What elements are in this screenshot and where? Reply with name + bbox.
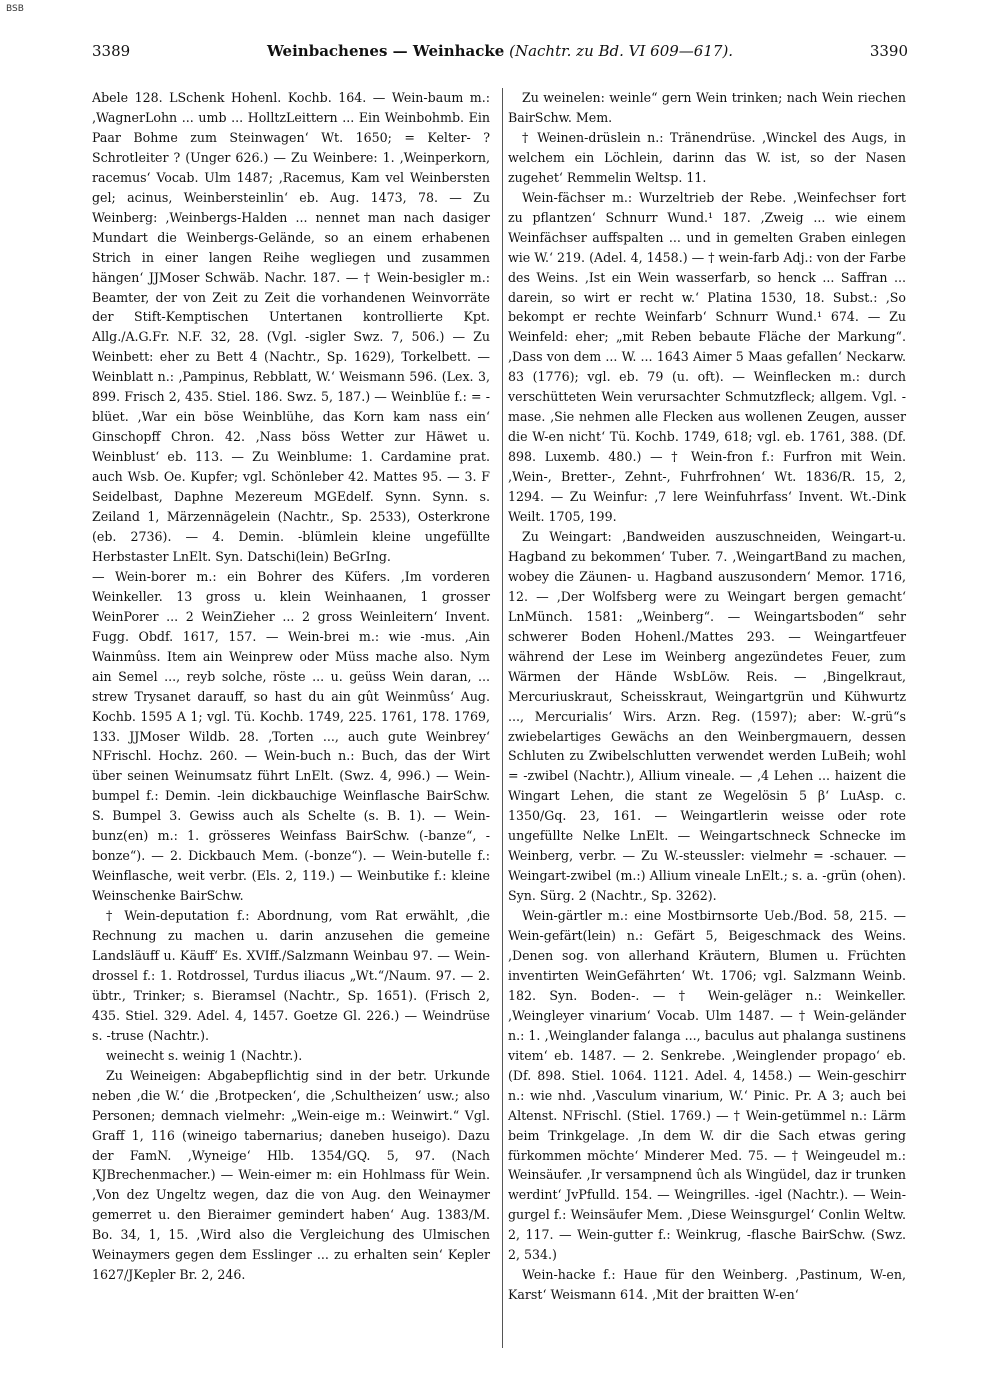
left-paragraph: † Wein-deputation f.: Abordnung, vom Rat erwählt, ‚die Rechnung zu machen u. darin anzusehen die gemeine Landsläuff u. Käuff‘ Es. XVIff./Salzmann Weinbau 97. — Wein-drossel f.: 1. Rotdrossel, Turdus iliacus „Wt.“/Naum. 97. — 2. übtr., Trinker; s. Bieramsel (Nachtr., Sp. 1651). (Frisch 2, 435. Stiel. 329. Adel. 4, 1457. Goetze Gl. 226.) — Weindrüse s. -truse (Nachtr.). (92, 908, 490, 1043)
right-paragraph: † Weinen-drüslein n.: Tränendrüse. ‚Winckel des Augs, in welchem ein Löchlein, darinn das W. ist, so der Nasen zugehet‘ Remmelin Weltsp. 11. (508, 129, 906, 185)
running-title-note: (Nachtr. zu Bd. VI 609—617). (509, 42, 734, 60)
library-mark: BSB (6, 4, 24, 14)
running-title (92, 42, 908, 60)
running-title-main: Weinbachenes — Weinhacke (266, 42, 505, 60)
page-number-left: 3389 (92, 42, 131, 60)
right-paragraph: Zu weinelen: weinle“ gern Wein trinken; nach Wein riechen BairSchw. Mem. (508, 90, 906, 125)
left-paragraph: — Wein-borer m.: ein Bohrer des Küfers. ‚Im vorderen Weinkeller. 13 gross u. klein Weinhaanen, 1 grosser WeinPorer ... 2 WeinZieher ... 2 gross Weinleitern‘ Invent. Fugg. Obdf. 1617, 157. — Wein-brei m.: wie -mus. ‚Ain Wainmûss. Item ain Weinprew oder Müss mache also. Nym ain Semel ..., reyb solche, röste ... u. geüss Wein daran, ... strew Trysanet darauff, so hast du ain gût Weinmûss‘ Aug. Kochb. 1595 A 1; vgl. Tü. Kochb. 1749, 225. 1761, 178. 1769, 133. JJMoser Wildb. 28. ‚Torten ..., auch gute Weinbrey‘ NFrischl. Hochz. 260. — Wein-buch n.: Buch, das der Wirt über seinen Weinumsatz führt LnElt. (Swz. 4, 996.) — Wein-bumpel f.: Demin. -lein dickbauchige Weinflasche BairSchw. S. Bumpel 3. Gewiss auch als Schelte (s. B. 1). — Wein-bunz(en) m.: 1. grösseres Weinfass BairSchw. (-banze“, -bonze“). — 2. Dickbauch Mem. (-bonze“). — Wein-butelle f.: Weinflasche, weit verbr. (Els. 2, 119.) — Weinbutike f.: kleine Weinschenke BairSchw. (92, 568, 490, 904)
left-column (92, 88, 490, 1285)
left-paragraph: Zu Weineigen: Abgabepflichtig sind in der betr. Urkunde neben ‚die W.‘ die ‚Brotpecken‘, die ‚Schultheizen‘ usw.; also Personen; demnach vielmehr: „Wein-eige m.: Weinwirt.“ Vgl. Graff 1, 116 (wineigo tabernarius; daneben huseigo). Dazu der FamN. ‚Wyneige‘ Hlb. 1354/GQ. 5, 97. (Nach KJBrechenmacher.) — Wein-eimer m: ein Hohlmass für Wein. ‚Von dez Ungeltz wegen, daz die von Aug. den Weinaymer gemerret u. den Bieraimer gemindert haben‘ Aug. 1383/M. Bo. 34, 1, 15. ‚Wird also die Vergleichung des Ulmischen Weinaymers gegen dem Esslinger ... zu erhalten sein‘ Kepler 1627/JKepler Br. 2, 246. (92, 1067, 490, 1283)
right-paragraph: Wein-gärtler m.: eine Mostbirnsorte Ueb./Bod. 58, 215. — Wein-gefärt(lein) n.: Gefärt 5, Beigeschmack des Weins. ‚Denen sog. von allerhand Kräutern, Blumen u. Früchten inventirten WeinGefährten‘ Wt. 1706; vgl. Salzmann Weinb. 182. Syn. Boden-. — † Wein-geläger n.: Weinkeller. ‚Weingleyer vinarium‘ Vocab. Ulm 1487. — † Wein-geländer n.: 1. ‚Weinglander falanga ..., baculus aut phalanga sustinens vitem‘ eb. 1487. — 2. Senkrebe. ‚Weinglender propago‘ eb. (Df. 898. Stiel. 1064. 1121. Adel. 4, 1458.) — Wein-geschirr n.: wie nhd. ‚Vasculum vinarium, W.‘ Pinic. Pr. A 3; auch bei Altenst. NFrischl. (Stiel. 1769.) — † Wein-getümmel n.: Lärm beim Trinkgelage. ‚In dem W. dir die Sach etwas gering fürkommen möchte‘ Minderer Med. 75. — † Weingeudel m.: Weinsäufer. ‚Ir versampnend ûch als Wingüdel, daz ir trunken werdint‘ JvPfulld. 154. — Weingrilles. -igel (Nachtr.). — Wein-gurgel f.: Weinsäufer Mem. ‚Diese Weinsgurgel‘ Conlin Weltw. 2, 117. — Wein-gutter f.: Weinkrug, -flasche BairSchw. (Swz. 2, 534.) (508, 908, 906, 1263)
right-paragraph: Wein-hacke f.: Haue für den Weinberg. ‚Pastinum, W-en, Karst‘ Weismann 614. ‚Mit der braitten W-en‘ (508, 1267, 906, 1303)
right-column (508, 88, 906, 1305)
right-paragraph: Wein-fächser m.: Wurzeltrieb der Rebe. ‚Weinfechser fort zu pflantzen‘ Schnurr Wund.¹ 187. ‚Zweig ... wie einem Weinfächser auffspalten ... und in gemelten Graben einlegen wie W.‘ 219. (Adel. 4, 1458.) — † wein-farb Adj.: von der Farbe des Weins. ‚Ist ein Wein wasserfarb, so henck ... Saffran ... darein, so wirt er recht w.‘ Platina 1530, 18. Subst.: ‚So bekompt er rechte Weinfarb‘ Schnurr Wund.¹ 674. — Zu Weinfeld: eher; „mit Reben bebaute Fläche der Markung“. ‚Dass von dem ... W. ... 1643 Aimer 5 Maas gefallen‘ Neckarw. 83 (1776); vgl. eb. 79 (u. oft). — Weinflecken m.: durch verschütteten Wein verursachter Schmutzfleck; allgem. Vgl. -mase. ‚Sie nehmen alle Flecken aus wollenen Zeugen, ausser die W-en nicht‘ Tü. Kochb. 1749, 618; vgl. eb. 1761, 388. (Df. 898. Luxemb. 480.) — † Wein-fron f.: Furfron mit Wein. ‚Wein-, Bretter-, Zehnt-, Fuhrfrohnen‘ Wt. 1836/R. 15, 2, 1294. — Zu Weinfur: ‚7 lere Weinfuhrfass‘ Invent. Wt.-Dink Weilt. 1705, 199. (508, 189, 906, 525)
column-divider (502, 88, 503, 1348)
right-paragraph: Zu Weingart: ‚Bandweiden auszuschneiden, Weingart-u. Hagband zu bekommen‘ Tuber. 7. ‚WeingartBand zu machen, wobey die Zäunen- u. Hagband auszusondern‘ Memor. 1716, 12. — ‚Der Wolfsberg were zu Weingart bergen gemacht‘ LnMünch. 1581: „Weinberg“. — Weingartsboden“ sehr schwerer Boden Hohenl./Mattes 293. — Weingartfeuer während der Lese im Weinberg angezündetes Feuer, zum Wärmen der Hände WsbLöw. Reis. — ‚Bingelkraut, Mercuriuskraut, Scheisskraut, Weingartgrün und Kühwurtz ..., Mercurialis‘ Wirs. Arzn. Reg. (1597); aber: W.-grü“s zwiebelartiges Gewächs an den Weinbergmauern, dessen Schluten zu Zwibelschlutten verwendet werden LuBeih; wohl = -zwibel (Nachtr.), Allium vineale. — ‚4 Lehen ... haizent die Wingart Lehen, die stant ze Wegelösin 5 β‘ LuAsp. c. 1350/Gq. 23, 161. — Weingartlerin weisse oder rote ungefüllte Nelke LnElt. — Weingartschneck Schnecke im Weinberg, verbr. — Zu W.-steussler: vielmehr = -schauer. — Weingart-zwibel (m.:) Allium vineale LnElt.; s. a. -grün (ohen). Syn. Sürg. 2 (Nachtr., Sp. 3262). (508, 528, 906, 904)
page-number-right: 3390 (869, 42, 908, 60)
page-header (92, 42, 908, 66)
left-paragraph: weinecht s. weinig 1 (Nachtr.). (106, 1047, 303, 1063)
left-paragraph: Abele 128. LSchenk Hohenl. Kochb. 164. — Wein-baum m.: ‚WagnerLohn ... umb ... HolltzLeittern ... Ein Weinbohmb. Ein Paar Bohme zum Steinwagen‘ Wt. 1650; = Kelter- ? Schrotleiter ? (Unger 626.) — Zu Weinbere: 1. ‚Weinperkorn, racemus‘ Vocab. Ulm 1487; ‚Racemus, Kam vel Weinbersten gel; acinus, Weinbersteinlin‘ eb. Aug. 1473, 78. — Zu Weinberg: ‚Weinbergs-Halden ... nennet man nach dasiger Mundart die Weinbergs-Gelände, so an einem erhabenen Strich in einer langen Reihe wegliegen und zusammen hängen‘ JJMoser Schwäb. Nachr. 187. — † Wein-besigler m.: Beamter, der von Zeit zu Zeit die vorhandenen Weinvorräte der Stift-Kemptischen Untertanen kontrollierte Kpt. Allg./A.G.Fr. N.F. 32, 28. (Vgl. -sigler Swz. 7, 506.) — Zu Weinbett: eher zu Bett 4 (Nachtr., Sp. 1629), Torkelbett. — Weinblatt n.: ‚Pampinus, Rebblatt, W.‘ Weismann 596. (Lex. 3, 899. Frisch 2, 435. Stiel. 186. Swz. 5, 187.) — Weinblüe f.: = -blüet. ‚War ein böse Weinblühe, das Korn kam nass ein‘ Ginschopff Chron. 42. ‚Nass böss Wetter zur Häwet u. Weinblust‘ eb. 113. — Zu Weinblume: 1. Cardamine prat. auch Wsb. Oe. Kupfer; vgl. Schönleber 42. Mattes 95. — 3. F Seidelbast, Daphne Mezereum MGEdelf. Synn. Synn. s. Zeiland 1, Märzennägelein (Nachtr., Sp. 2533), Osterkrone (eb. 2736). — 4. Demin. -blümlein kleine ungefüllte Herbstaster LnElt. Syn. Datschi(lein) BeGrIng. (92, 90, 490, 564)
